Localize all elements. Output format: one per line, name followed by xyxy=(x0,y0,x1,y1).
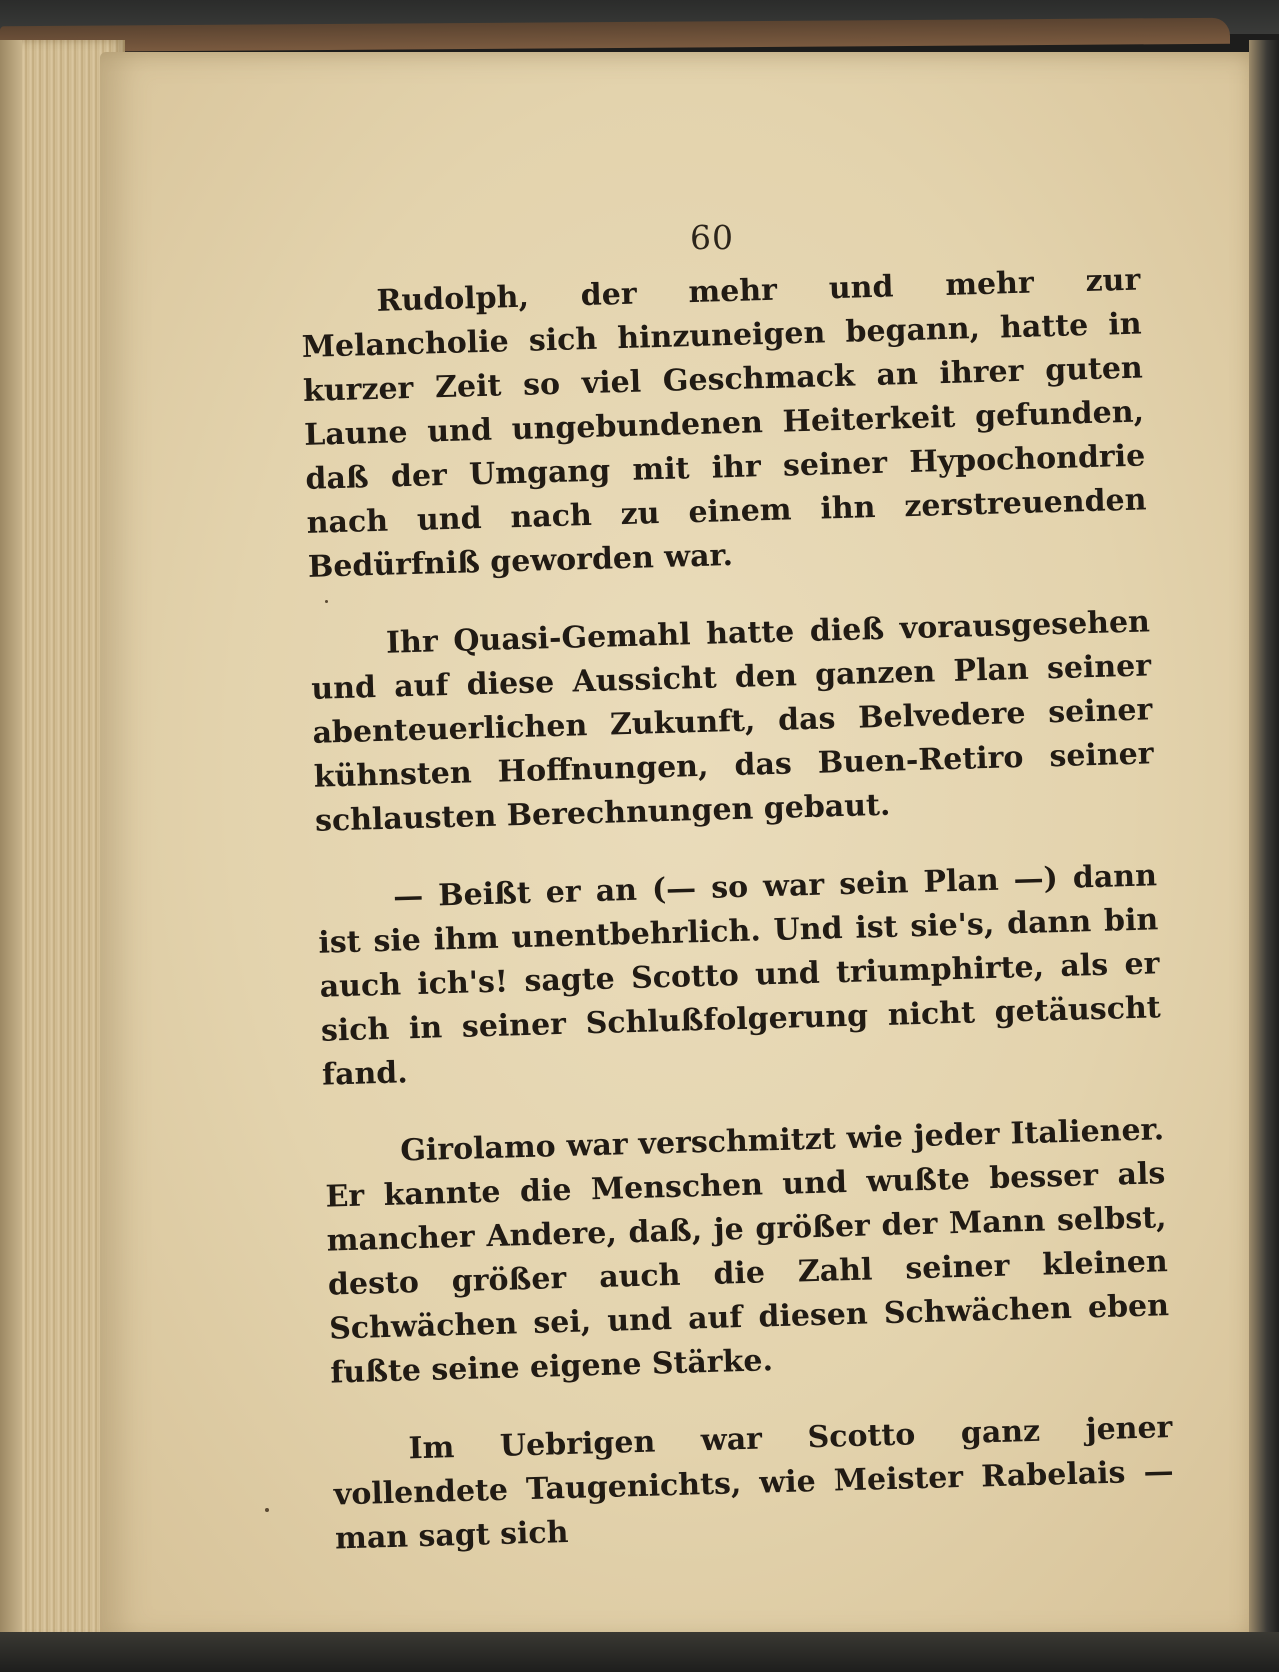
paragraph-2: Ihr Quasi-Gemahl hatte dieß vorausgesehen und auf diese Aussicht den ganzen Plan seiner abenteuerlichen Zukunft, das Belvedere seiner kühnsten Hoffnungen, das Buen-Retiro seiner schlausten Berechnungen gebaut. xyxy=(310,604,1154,839)
scan-background-bottom xyxy=(0,1632,1279,1672)
page-number: 60 xyxy=(690,218,734,257)
page-edges-outer xyxy=(0,40,22,1640)
body-text xyxy=(300,259,1175,1557)
paper-speck xyxy=(325,600,328,603)
paragraph-1: Rudolph, der mehr und mehr zur Melancholie sich hinzuneigen begann, hatte in kurzer Zeit so viel Geschmack an ihrer guten Laune und ungebundenen Heiterkeit gefunden, daß der Umgang mit ihr seiner Hypochondrie nach und nach zu einem ihn zerstreuenden Bedürfniß geworden war. xyxy=(301,262,1147,585)
book-gutter xyxy=(1249,40,1279,1672)
paragraph-4: Girolamo war verschmitzt wie jeder Italiener. Er kannte die Menschen und wußte besser als mancher Andere, daß, je größer der Mann selbst, desto größer auch die Zahl seiner kleinen Schwächen sei, und auf diesen Schwächen eben fußte seine eigene Stärke. xyxy=(325,1112,1170,1391)
paragraph-3: — Beißt er an (— so war sein Plan —) dann ist sie ihm unentbehrlich. Und ist sie's, dann bin auch ich's! sagte Scotto und triumphirte, als er sich in seiner Schlußfolgerung nicht getäuscht fand. xyxy=(317,858,1162,1093)
paper-speck xyxy=(265,1508,269,1512)
paragraph-5: Im Uebrigen war Scotto ganz jener vollendete Taugenichts, wie Meister Rabelais — man sagt sich xyxy=(333,1410,1175,1557)
